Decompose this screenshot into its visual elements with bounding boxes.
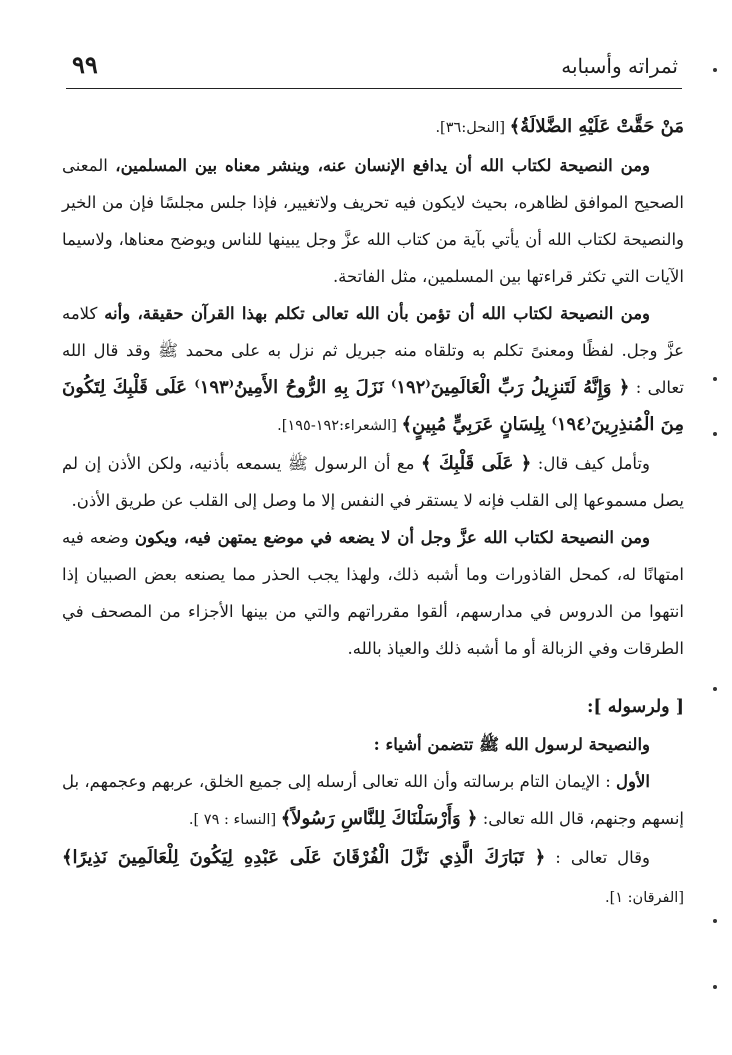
paragraph xyxy=(62,763,684,839)
paragraph xyxy=(62,519,684,667)
verse-reference: [النساء : ٧٩ ]. xyxy=(188,812,281,828)
emphasized-text: [ ولرسوله ]: xyxy=(586,697,684,717)
body-text-run: : الإيمان التام برسالته وأن الله تعالى أرسله إلى جميع الخلق، عربهم وعجمهم، بل إنسهم وجنهم، قال الله تعالى: xyxy=(62,772,684,828)
quran-verse: ﴿ وَإِنَّهُ لَتَنزِيلُ رَبِّ الْعَالَمِينَ⁽١٩٢⁾ نَزَلَ بِهِ الرُّوحُ الأَمِينُ⁽١٩٣⁾ عَلَى قَلْبِكَ لِتَكُونَ مِنَ الْمُنذِرِينَ⁽١٩٤⁾ بِلِسَانٍ عَرَبِيٍّ مُبِينٍ﴾ xyxy=(62,377,684,435)
margin-mark xyxy=(713,432,717,436)
paragraph xyxy=(62,445,684,519)
running-title: ثمراته وأسبابه xyxy=(561,54,678,78)
body-text-run: وتأمل كيف قال: xyxy=(531,454,650,473)
body-text-run: وضعه فيه امتهانًا له، كمحل القاذورات وما أشبه ذلك، ولهذا يجب الحذر مما يصنعه بعض الصبيان إذا انتهوا من الدروس في مدارسهم، ألقوا مقرراتهم والتي من بينها الأجزاء من المصحف في الطرقات وفي الزبالة أو ما أشبه ذلك والعياذ بالله. xyxy=(62,528,684,658)
quran-verse: ﴿ تَبَارَكَ الَّذِي نَزَّلَ الْفُرْقَانَ عَلَى عَبْدِهِ لِيَكُونَ لِلْعَالَمِينَ نَذِيرًا﴾ xyxy=(62,847,546,868)
margin-mark xyxy=(713,985,717,989)
body-text-run: مع أن الرسول ﷺ يسمعه بأذنيه، ولكن الأذن إن لم يصل مسموعها إلى القلب فإنه لا يستقر في النفس إلا ما وصل إلى القلب عن طريق الأذن. xyxy=(62,454,684,510)
paragraph xyxy=(62,839,684,917)
quran-verse: ﴿ عَلَى قَلْبِكَ ﴾ xyxy=(420,453,532,474)
margin-mark xyxy=(713,919,717,923)
emphasized-text: ومن النصيحة لكتاب الله أن يدافع الإنسان عنه، وينشر معناه بين المسلمين، xyxy=(115,156,650,175)
emphasized-text: ومن النصيحة لكتاب الله أن تؤمن بأن الله تعالى تكلم بهذا القرآن حقيقة، وأنه xyxy=(104,304,650,323)
paragraph xyxy=(62,147,684,295)
paragraph xyxy=(62,295,684,445)
emphasized-text: والنصيحة لرسول الله ﷺ تتضمن أشياء : xyxy=(373,735,650,754)
emphasized-text: ومن النصيحة لكتاب الله عزَّ وجل أن لا يضعه في موضع يمتهن فيه، ويكون xyxy=(134,528,650,547)
section-heading xyxy=(62,689,684,726)
verse-reference: [الشعراء:١٩٢-١٩٥]. xyxy=(277,418,402,434)
quran-verse: مَنْ حَقَّتْ عَلَيْهِ الضَّلالَةُ﴾ xyxy=(509,116,684,137)
verse-reference: [الفرقان: ١]. xyxy=(604,890,684,906)
quran-verse: ﴿ وَأَرْسَلْنَاكَ لِلنَّاسِ رَسُولاً﴾ xyxy=(280,808,478,829)
verse-reference: [النحل:٣٦]. xyxy=(435,120,510,136)
margin-mark xyxy=(713,687,717,691)
page-number: ٩٩ xyxy=(72,50,98,79)
margin-mark xyxy=(713,68,717,72)
page-body xyxy=(62,108,684,917)
emphasized-text: الأول xyxy=(616,772,650,791)
margin-mark xyxy=(713,377,717,381)
body-text-run: المعنى الصحيح الموافق لظاهره، بحيث لايكون فيه تحريف ولاتغيير، فإذا جلس مجلسًا فإن من الخير والنصيحة لكتاب الله أن يأتي بآية من كتاب الله عزَّ وجل يبينها للناس ويوضح معناها، ولاسيما الآيات التي تكثر قراءتها بين المسلمين، مثل الفاتحة. xyxy=(62,156,684,286)
page-header xyxy=(66,46,682,89)
paragraph xyxy=(62,108,684,147)
body-text-run: وقال تعالى : xyxy=(545,848,651,867)
body-text-run: كلامه عزَّ وجل. لفظًا ومعنىً تكلم به وتلقاه منه جبريل ثم نزل به على محمد ﷺ وقد قال الله تعالى : xyxy=(62,304,684,397)
paragraph xyxy=(62,726,684,763)
